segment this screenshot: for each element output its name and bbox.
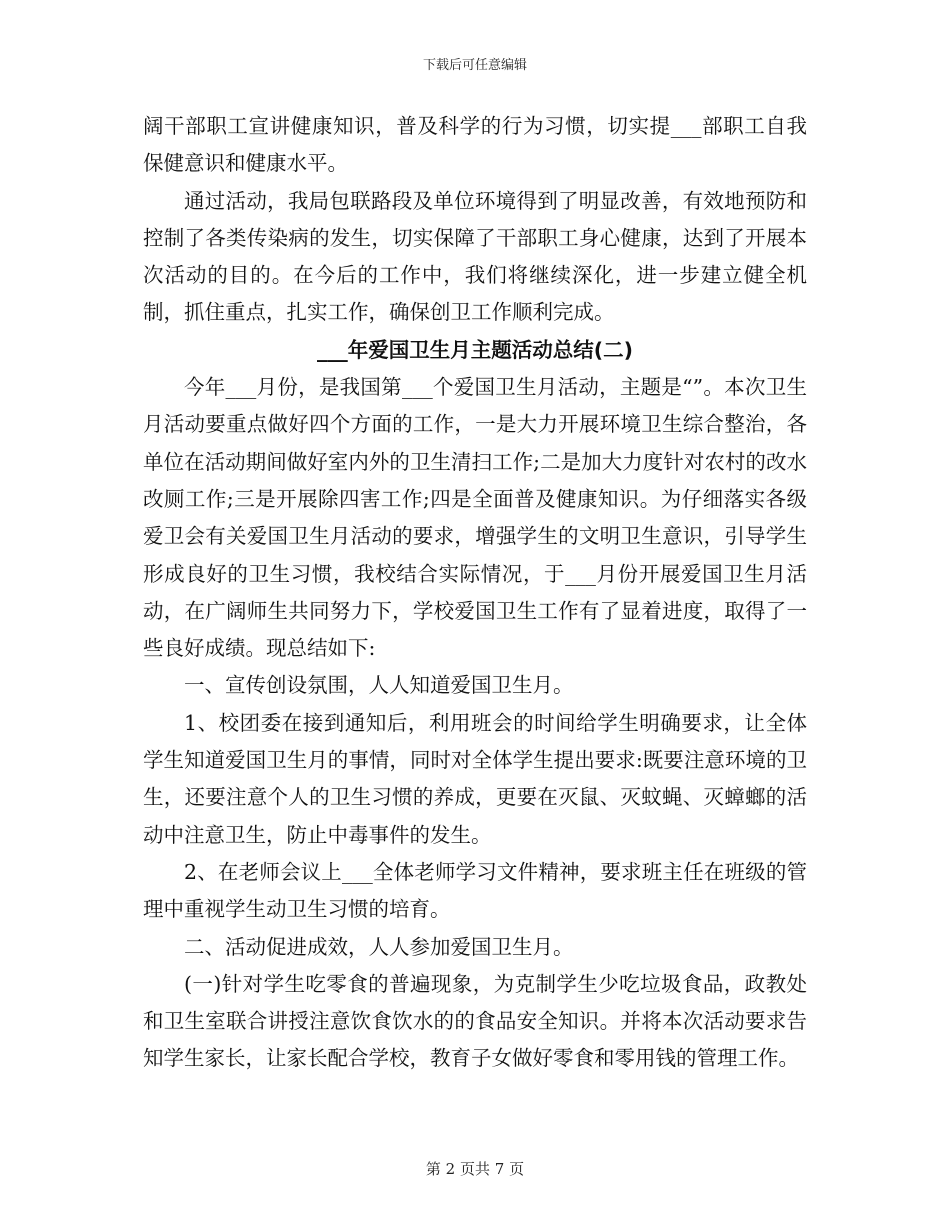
paragraph-summary: 通过活动，我局包联路段及单位环境得到了明显改善，有效地预防和控制了各类传染病的发生，切实保障了干部职工身心健康，达到了开展本次活动的目的。在今后的工作中，我们将继续深化，进一步建立健全机制，抓住重点，扎实工作，确保创卫工作顺利完成。 — [143, 188, 807, 325]
page-number: 第 2 页共 7 页 — [425, 1160, 525, 1178]
paragraph-item-3: (一)针对学生吃零食的普遍现象，为克制学生少吃垃圾食品，政教处和卫生室联合讲授注意饮食饮水的的食品安全知识。并将本次活动要求告知学生家长，让家长配合学校，教育子女做好零食和零用钱的管理工作。 — [143, 971, 807, 1071]
paragraph-item-1: 1、校团委在接到通知后，利用班会的时间给学生明确要求，让全体学生知道爱国卫生月的事情，同时对全体学生提出要求:既要注意环境的卫生，还要注意个人的卫生习惯的养成，更要在灭鼠、灭蚊蝇、灭蟑螂的活动中注意卫生，防止中毒事件的发生。 — [143, 710, 807, 847]
document-body — [143, 108, 807, 1078]
page-header-note: 下载后可任意编辑 — [422, 58, 527, 73]
paragraph-item-2: 2、在老师会议上___全体老师学习文件精神，要求班主任在班级的管理中重视学生动卫生习惯的培育。 — [143, 859, 807, 922]
section-title: ___年爱国卫生月主题活动总结(二) — [317, 337, 633, 362]
paragraph-intro: 今年___月份，是我国第___个爱国卫生月活动，主题是“”。本次卫生月活动要重点做好四个方面的工作，一是大力开展环境卫生综合整治，各单位在活动期间做好室内外的卫生清扫工作;二是加大力度针对农村的改水改厕工作;三是开展除四害工作;四是全面普及健康知识。为仔细落实各级爱卫会有关爱国卫生月活动的要求，增强学生的文明卫生意识，引导学生形成良好的卫生习惯，我校结合实际情况，于___月份开展爱国卫生月活动，在广阔师生共同努力下，学校爱国卫生工作有了显着进度，取得了一些良好成绩。现总结如下: — [143, 375, 807, 661]
paragraph-continued: 阔干部职工宣讲健康知识，普及科学的行为习惯，切实提___部职工自我保健意识和健康水平。 — [143, 114, 807, 176]
subheading-two: 二、活动促进成效，人人参加爱国卫生月。 — [184, 934, 574, 959]
subheading-one: 一、宣传创设氛围，人人知道爱国卫生月。 — [184, 673, 574, 698]
